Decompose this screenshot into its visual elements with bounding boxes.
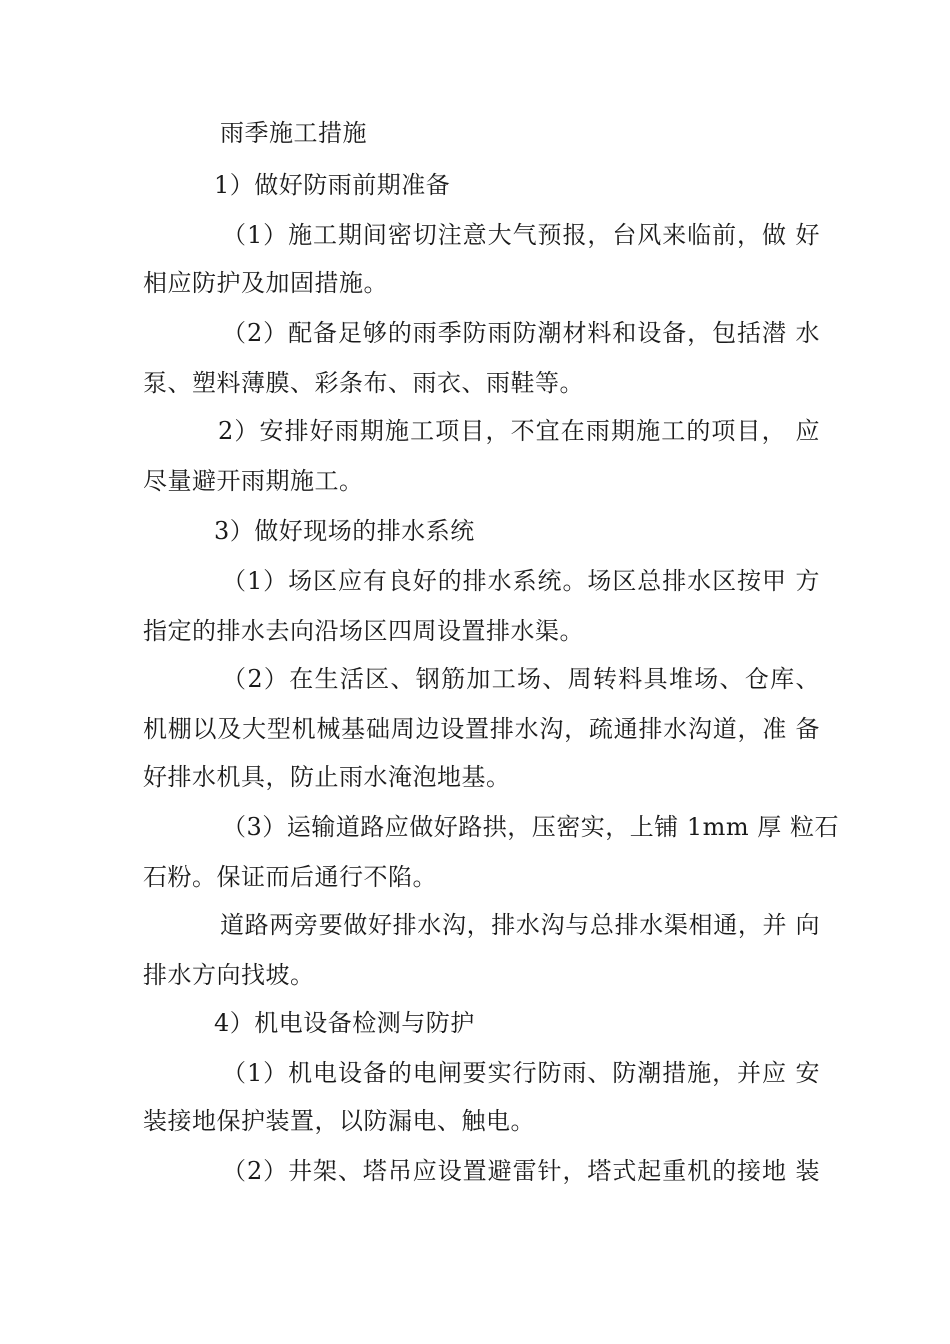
paragraph-line: 相应防护及加固措施。 [143,269,388,297]
paragraph-line: 道路两旁要做好排水沟，排水沟与总排水渠相通，并 向 [220,911,820,939]
paragraph-line: 泵、塑料薄膜、彩条布、雨衣、雨鞋等。 [143,369,584,397]
section-title: 雨季施工措施 [220,119,367,147]
paragraph-line: （1）机电设备的电闸要实行防雨、防潮措施，并应 安 [222,1059,820,1087]
heading-2: 2）安排好雨期施工项目，不宜在雨期施工的项目， 应 [218,417,820,445]
heading-3: 3）做好现场的排水系统 [214,517,475,545]
paragraph-line: （1）场区应有良好的排水系统。场区总排水区按甲 方 [222,567,820,595]
heading-4: 4）机电设备检测与防护 [214,1009,475,1037]
paragraph-line: 尽量避开雨期施工。 [143,467,364,495]
paragraph-line: （2）配备足够的雨季防雨防潮材料和设备，包括潜 水 [222,319,820,347]
paragraph-line: 指定的排水去向沿场区四周设置排水渠。 [143,617,584,645]
paragraph-line: 石粉。保证而后通行不陷。 [143,863,437,891]
paragraph-line: （2）井架、塔吊应设置避雷针，塔式起重机的接地 装 [222,1157,820,1185]
paragraph-line: （3）运输道路应做好路拱，压密实，上铺 1mm 厚 粒石 [222,813,839,841]
paragraph-line: （2）在生活区、钢筋加工场、周转料具堆场、仓库、 [222,665,820,693]
paragraph-line: 装接地保护装置，以防漏电、触电。 [143,1107,535,1135]
paragraph-line: 好排水机具，防止雨水淹泡地基。 [143,763,511,791]
paragraph-line: （1）施工期间密切注意大气预报，台风来临前，做 好 [222,221,820,249]
paragraph-line: 机棚以及大型机械基础周边设置排水沟，疏通排水沟道，准 备 [143,715,820,743]
heading-1: 1）做好防雨前期准备 [214,171,451,199]
paragraph-line: 排水方向找坡。 [143,961,315,989]
